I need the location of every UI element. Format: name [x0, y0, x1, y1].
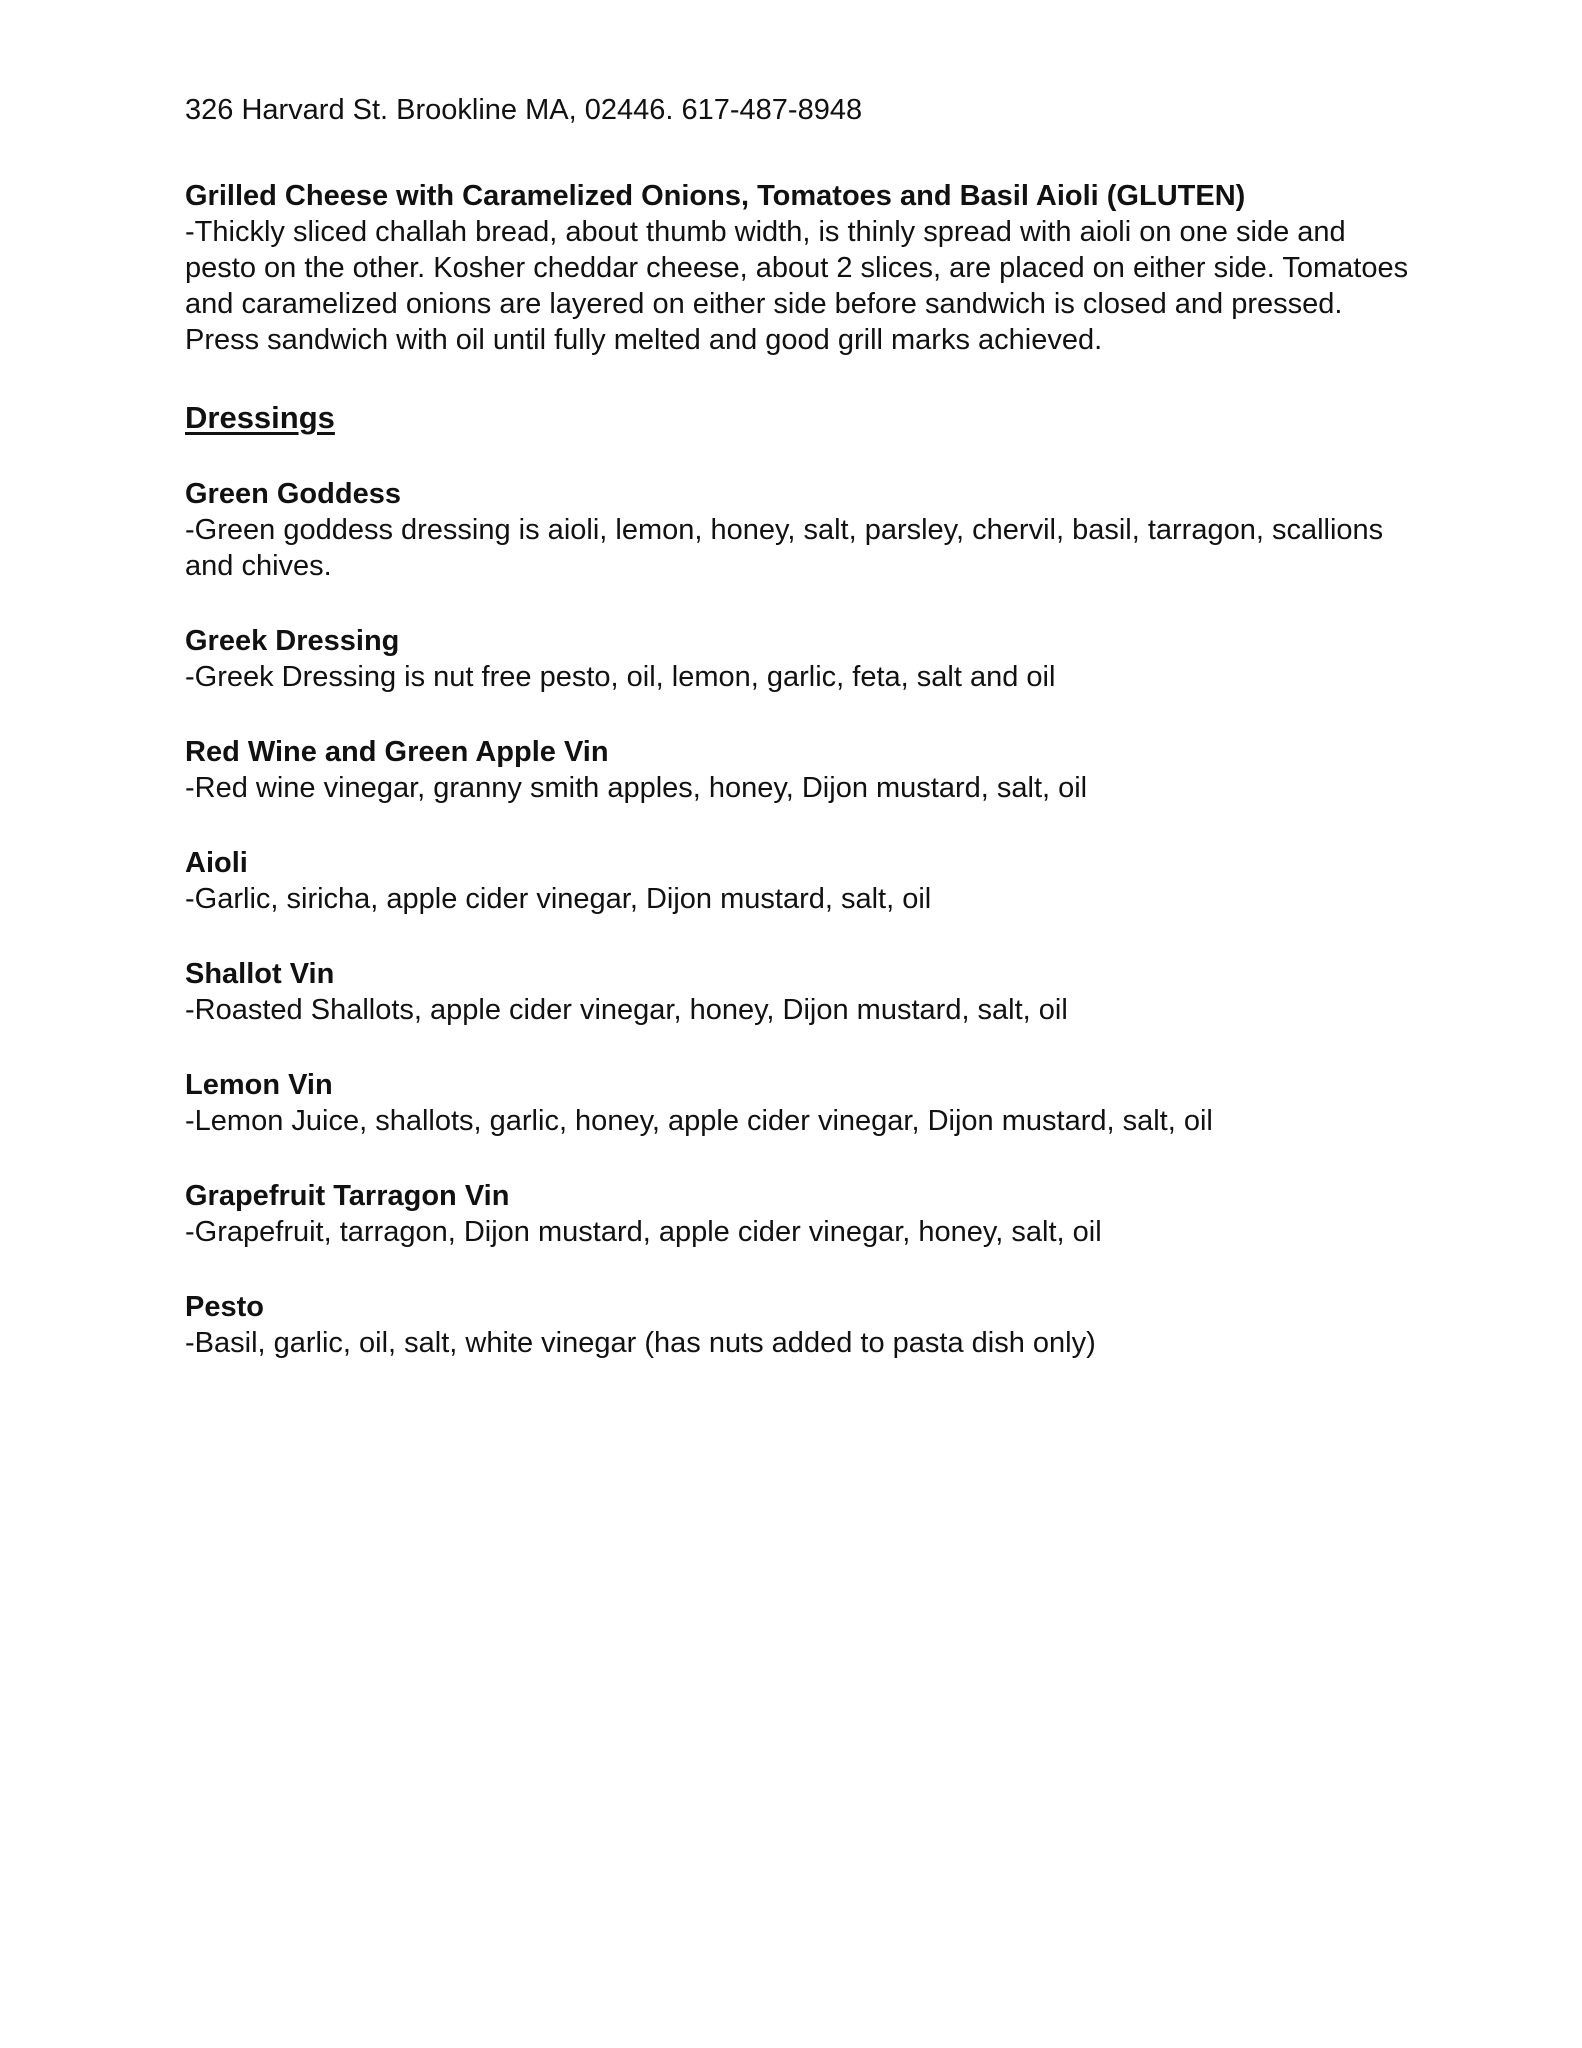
- dressing-shallot-vin: [185, 956, 1415, 1028]
- dressing-lemon-vin: [185, 1067, 1415, 1139]
- dressing-title: Greek Dressing: [185, 625, 400, 657]
- menu-item-description: -Thickly sliced challah bread, about thumb width, is thinly spread with aioli on one side and pesto on the other. Kosher cheddar cheese, about 2 slices, are placed on either side. Tomatoes and caramelized onions are layered on either side before sandwich is closed and pressed. Press sandwich with oil until fully melted and good grill marks achieved.: [185, 216, 1409, 356]
- dressing-pesto: [185, 1289, 1415, 1361]
- dressing-greek: [185, 623, 1415, 695]
- dressing-grapefruit-tarragon-vin: [185, 1178, 1415, 1250]
- dressing-title: Pesto: [185, 1291, 264, 1323]
- menu-item-title: Grilled Cheese with Caramelized Onions, Tomatoes and Basil Aioli (GLUTEN): [185, 180, 1246, 212]
- dressing-description: -Grapefruit, tarragon, Dijon mustard, apple cider vinegar, honey, salt, oil: [185, 1216, 1102, 1248]
- dressing-description: -Red wine vinegar, granny smith apples, honey, Dijon mustard, salt, oil: [185, 772, 1088, 804]
- menu-item-grilled-cheese: [185, 178, 1415, 358]
- dressing-title: Grapefruit Tarragon Vin: [185, 1180, 510, 1212]
- dressing-title: Green Goddess: [185, 478, 401, 510]
- dressing-description: -Roasted Shallots, apple cider vinegar, honey, Dijon mustard, salt, oil: [185, 994, 1068, 1026]
- dressing-aioli: [185, 845, 1415, 917]
- dressing-description: -Lemon Juice, shallots, garlic, honey, apple cider vinegar, Dijon mustard, salt, oil: [185, 1105, 1213, 1137]
- dressing-description: -Garlic, siricha, apple cider vinegar, Dijon mustard, salt, oil: [185, 883, 932, 915]
- dressing-title: Lemon Vin: [185, 1069, 333, 1101]
- dressing-title: Red Wine and Green Apple Vin: [185, 736, 609, 768]
- address-line: 326 Harvard St. Brookline MA, 02446. 617-487-8948: [185, 94, 863, 126]
- document-page: [185, 92, 1415, 1400]
- dressing-green-goddess: [185, 476, 1415, 584]
- dressing-title: Aioli: [185, 847, 248, 879]
- dressing-title: Shallot Vin: [185, 958, 335, 990]
- dressing-description: -Greek Dressing is nut free pesto, oil, lemon, garlic, feta, salt and oil: [185, 661, 1056, 693]
- dressing-red-wine-green-apple: [185, 734, 1415, 806]
- dressing-description: -Green goddess dressing is aioli, lemon, honey, salt, parsley, chervil, basil, tarragon, scallions and chives.: [185, 514, 1384, 582]
- dressings-heading: Dressings: [185, 400, 335, 435]
- dressing-description: -Basil, garlic, oil, salt, white vinegar (has nuts added to pasta dish only): [185, 1327, 1096, 1359]
